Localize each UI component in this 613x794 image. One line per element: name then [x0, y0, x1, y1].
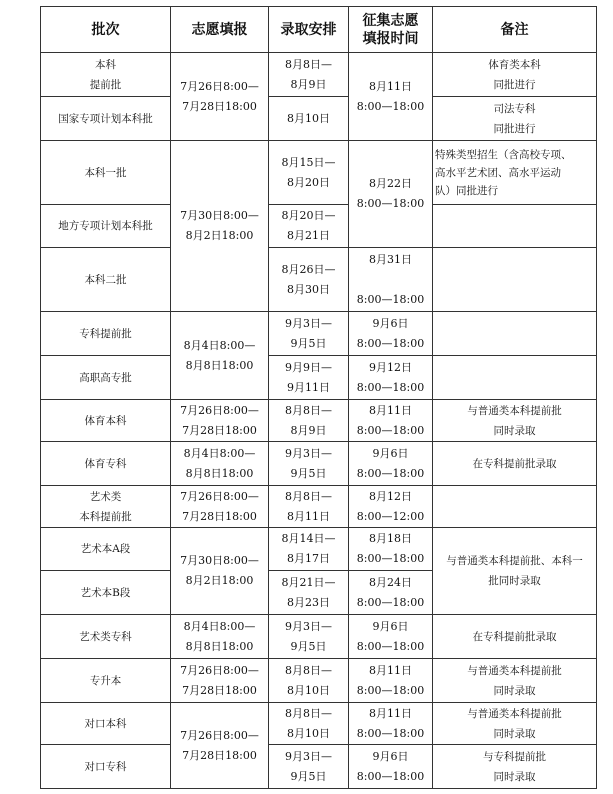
note-cell: 司法专科 同批进行	[433, 97, 597, 141]
note-cell	[433, 312, 597, 356]
header-fill: 志愿填报	[171, 7, 269, 53]
table-row	[41, 659, 597, 703]
fill-cell: 7月30日8:00— 8月2日18:00	[171, 141, 269, 312]
batch-cell: 专升本	[41, 659, 171, 703]
batch-cell: 国家专项计划本科批	[41, 97, 171, 141]
batch-cell: 高职高专批	[41, 356, 171, 400]
solicit-cell: 8月22日 8:00—18:00	[349, 141, 433, 248]
note-cell: 与专科提前批 同时录取	[433, 745, 597, 789]
admit-cell: 8月8日— 8月10日	[269, 703, 349, 745]
table-row	[41, 442, 597, 486]
table-row	[41, 312, 597, 356]
solicit-cell: 8月11日 8:00—18:00	[349, 53, 433, 141]
table-row	[41, 486, 597, 528]
solicit-cell: 9月6日 8:00—18:00	[349, 745, 433, 789]
fill-cell: 8月4日8:00— 8月8日18:00	[171, 312, 269, 400]
note-cell	[433, 248, 597, 312]
admit-cell: 9月3日— 9月5日	[269, 312, 349, 356]
batch-cell: 对口专科	[41, 745, 171, 789]
fill-cell: 7月30日8:00— 8月2日18:00	[171, 528, 269, 615]
admit-cell: 8月8日— 8月9日	[269, 53, 349, 97]
batch-cell: 艺术本A段	[41, 528, 171, 571]
solicit-cell: 8月11日 8:00—18:00	[349, 703, 433, 745]
batch-cell: 艺术本B段	[41, 571, 171, 615]
batch-cell: 体育本科	[41, 400, 171, 442]
note-cell	[433, 486, 597, 528]
solicit-cell: 8月11日 8:00—18:00	[349, 659, 433, 703]
batch-cell: 艺术类 本科提前批	[41, 486, 171, 528]
fill-cell: 7月26日8:00— 7月28日18:00	[171, 400, 269, 442]
fill-cell: 8月4日8:00— 8月8日18:00	[171, 442, 269, 486]
header-batch: 批次	[41, 7, 171, 53]
solicit-cell: 8月18日 8:00—18:00	[349, 528, 433, 571]
note-cell: 特殊类型招生（含高校专项、 高水平艺术团、高水平运动 队）同批进行	[433, 141, 597, 205]
table-row	[41, 400, 597, 442]
note-cell: 在专科提前批录取	[433, 615, 597, 659]
fill-cell: 7月26日8:00— 7月28日18:00	[171, 486, 269, 528]
admit-cell: 8月10日	[269, 97, 349, 141]
table-row	[41, 356, 597, 400]
note-cell	[433, 205, 597, 248]
table-row	[41, 97, 597, 141]
table-row	[41, 615, 597, 659]
admit-cell: 9月3日— 9月5日	[269, 615, 349, 659]
note-cell: 体育类本科 同批进行	[433, 53, 597, 97]
admit-cell: 8月8日— 8月10日	[269, 659, 349, 703]
admission-schedule-table	[40, 6, 597, 789]
solicit-cell: 8月12日 8:00—12:00	[349, 486, 433, 528]
fill-cell: 7月26日8:00— 7月28日18:00	[171, 703, 269, 789]
note-cell: 与普通类本科提前批 同时录取	[433, 400, 597, 442]
fill-cell: 7月26日8:00— 7月28日18:00	[171, 53, 269, 141]
batch-cell: 专科提前批	[41, 312, 171, 356]
header-solicit: 征集志愿 填报时间	[349, 7, 433, 53]
admit-cell: 9月3日— 9月5日	[269, 745, 349, 789]
table-row	[41, 703, 597, 745]
solicit-cell: 8月11日 8:00—18:00	[349, 400, 433, 442]
header-note: 备注	[433, 7, 597, 53]
admit-cell: 8月21日— 8月23日	[269, 571, 349, 615]
batch-cell: 地方专项计划本科批	[41, 205, 171, 248]
table-row	[41, 248, 597, 312]
note-cell: 与普通类本科提前批、本科一 批同时录取	[433, 528, 597, 615]
admit-cell: 8月14日— 8月17日	[269, 528, 349, 571]
admit-cell: 8月8日— 8月11日	[269, 486, 349, 528]
table-row	[41, 141, 597, 205]
solicit-cell: 8月24日 8:00—18:00	[349, 571, 433, 615]
note-cell	[433, 356, 597, 400]
solicit-cell: 9月6日 8:00—18:00	[349, 312, 433, 356]
table-row	[41, 205, 597, 248]
header-row	[41, 7, 597, 53]
batch-cell: 本科一批	[41, 141, 171, 205]
batch-cell: 本科二批	[41, 248, 171, 312]
solicit-cell: 9月6日 8:00—18:00	[349, 615, 433, 659]
note-cell: 与普通类本科提前批 同时录取	[433, 703, 597, 745]
batch-cell: 体育专科	[41, 442, 171, 486]
batch-cell: 对口本科	[41, 703, 171, 745]
solicit-cell: 9月6日 8:00—18:00	[349, 442, 433, 486]
header-admit: 录取安排	[269, 7, 349, 53]
admit-cell: 9月9日— 9月11日	[269, 356, 349, 400]
admit-cell: 8月20日— 8月21日	[269, 205, 349, 248]
solicit-cell: 9月12日 8:00—18:00	[349, 356, 433, 400]
fill-cell: 8月4日8:00— 8月8日18:00	[171, 615, 269, 659]
note-cell: 在专科提前批录取	[433, 442, 597, 486]
table-row	[41, 528, 597, 571]
fill-cell: 7月26日8:00— 7月28日18:00	[171, 659, 269, 703]
note-cell: 与普通类本科提前批 同时录取	[433, 659, 597, 703]
table-row	[41, 53, 597, 97]
admit-cell: 9月3日— 9月5日	[269, 442, 349, 486]
solicit-cell: 8月31日 8:00—18:00	[349, 248, 433, 312]
admit-cell: 8月8日— 8月9日	[269, 400, 349, 442]
admit-cell: 8月26日— 8月30日	[269, 248, 349, 312]
batch-cell: 艺术类专科	[41, 615, 171, 659]
table-row	[41, 745, 597, 789]
batch-cell: 本科 提前批	[41, 53, 171, 97]
admit-cell: 8月15日— 8月20日	[269, 141, 349, 205]
